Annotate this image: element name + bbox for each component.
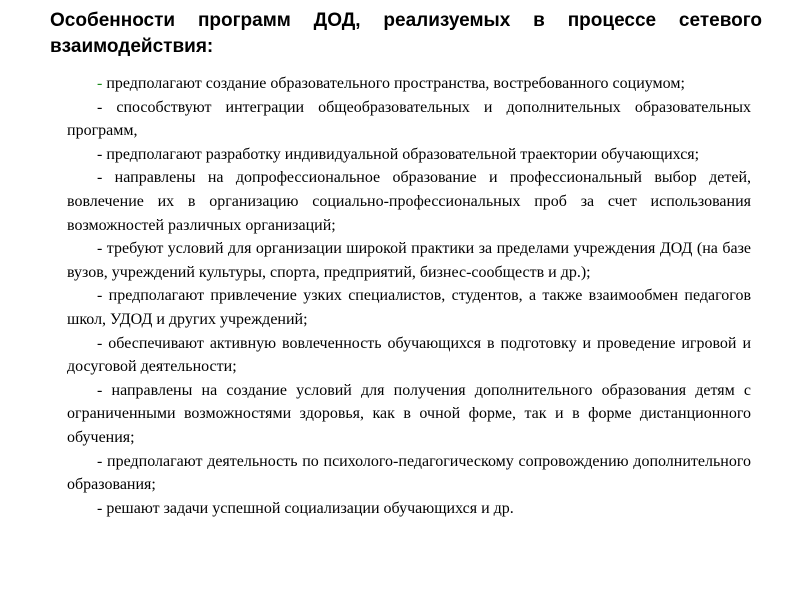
- list-item: [67, 450, 751, 497]
- list-item-text: предполагают разработку индивидуальной образовательной траектории обучающихся;: [106, 145, 700, 163]
- list-item: [67, 166, 751, 237]
- list-item: [67, 237, 751, 284]
- slide-title: Особенности программ ДОД, реализуемых в процессе сетевого взаимодействия:: [50, 10, 762, 57]
- bullet-dash: -: [97, 98, 103, 116]
- list-item-text: требуют условий для организации широкой практики за пределами учреждения ДОД (на базе вузов, учреждений культуры, спорта, предприятий, бизнес-сообществ и др.);: [67, 240, 751, 281]
- bullet-dash: -: [97, 145, 103, 163]
- list-item: [67, 96, 751, 143]
- bullet-dash: -: [97, 75, 103, 92]
- list-item-text: решают задачи успешной социализации обучающихся и др.: [106, 499, 514, 517]
- list-item: [67, 284, 751, 331]
- list-item: [67, 332, 751, 379]
- bullet-dash: -: [97, 169, 103, 187]
- list-item-text: направлены на создание условий для получения дополнительного образования детям с ограниченными возможностями здоровья, как в очной форме, так и в форме дистанционного обучения;: [67, 381, 752, 446]
- list-item-text: предполагают создание образовательного пространства, востребованного социумом;: [106, 75, 685, 92]
- list-item: [67, 379, 751, 450]
- list-item-text: способствуют интеграции общеобразовательных и дополнительных образовательных программ,: [67, 98, 752, 140]
- features-list: [67, 72, 751, 520]
- list-item: [67, 72, 751, 96]
- list-item-text: направлены на допрофессиональное образование и профессиональный выбор детей, вовлечение их в организацию социально-профессиональных проб за счет использования возможностей различных организаций;: [67, 169, 752, 234]
- list-item-text: предполагают деятельность по психолого-педагогическому сопровождению дополнительного образования;: [67, 452, 752, 494]
- list-item: [67, 497, 751, 521]
- list-item: [67, 143, 751, 167]
- list-item-text: предполагают привлечение узких специалистов, студентов, а также взаимообмен педагогов школ, УДОД и других учреждений;: [67, 287, 752, 328]
- bullet-dash: -: [97, 381, 103, 399]
- bullet-dash: -: [97, 334, 103, 352]
- list-item-text: обеспечивают активную вовлеченность обучающихся в подготовку и проведение игровой и досуговой деятельности;: [67, 334, 752, 376]
- bullet-dash: -: [97, 499, 103, 517]
- bullet-dash: -: [97, 287, 103, 305]
- bullet-dash: -: [97, 452, 103, 470]
- bullet-dash: -: [97, 240, 103, 258]
